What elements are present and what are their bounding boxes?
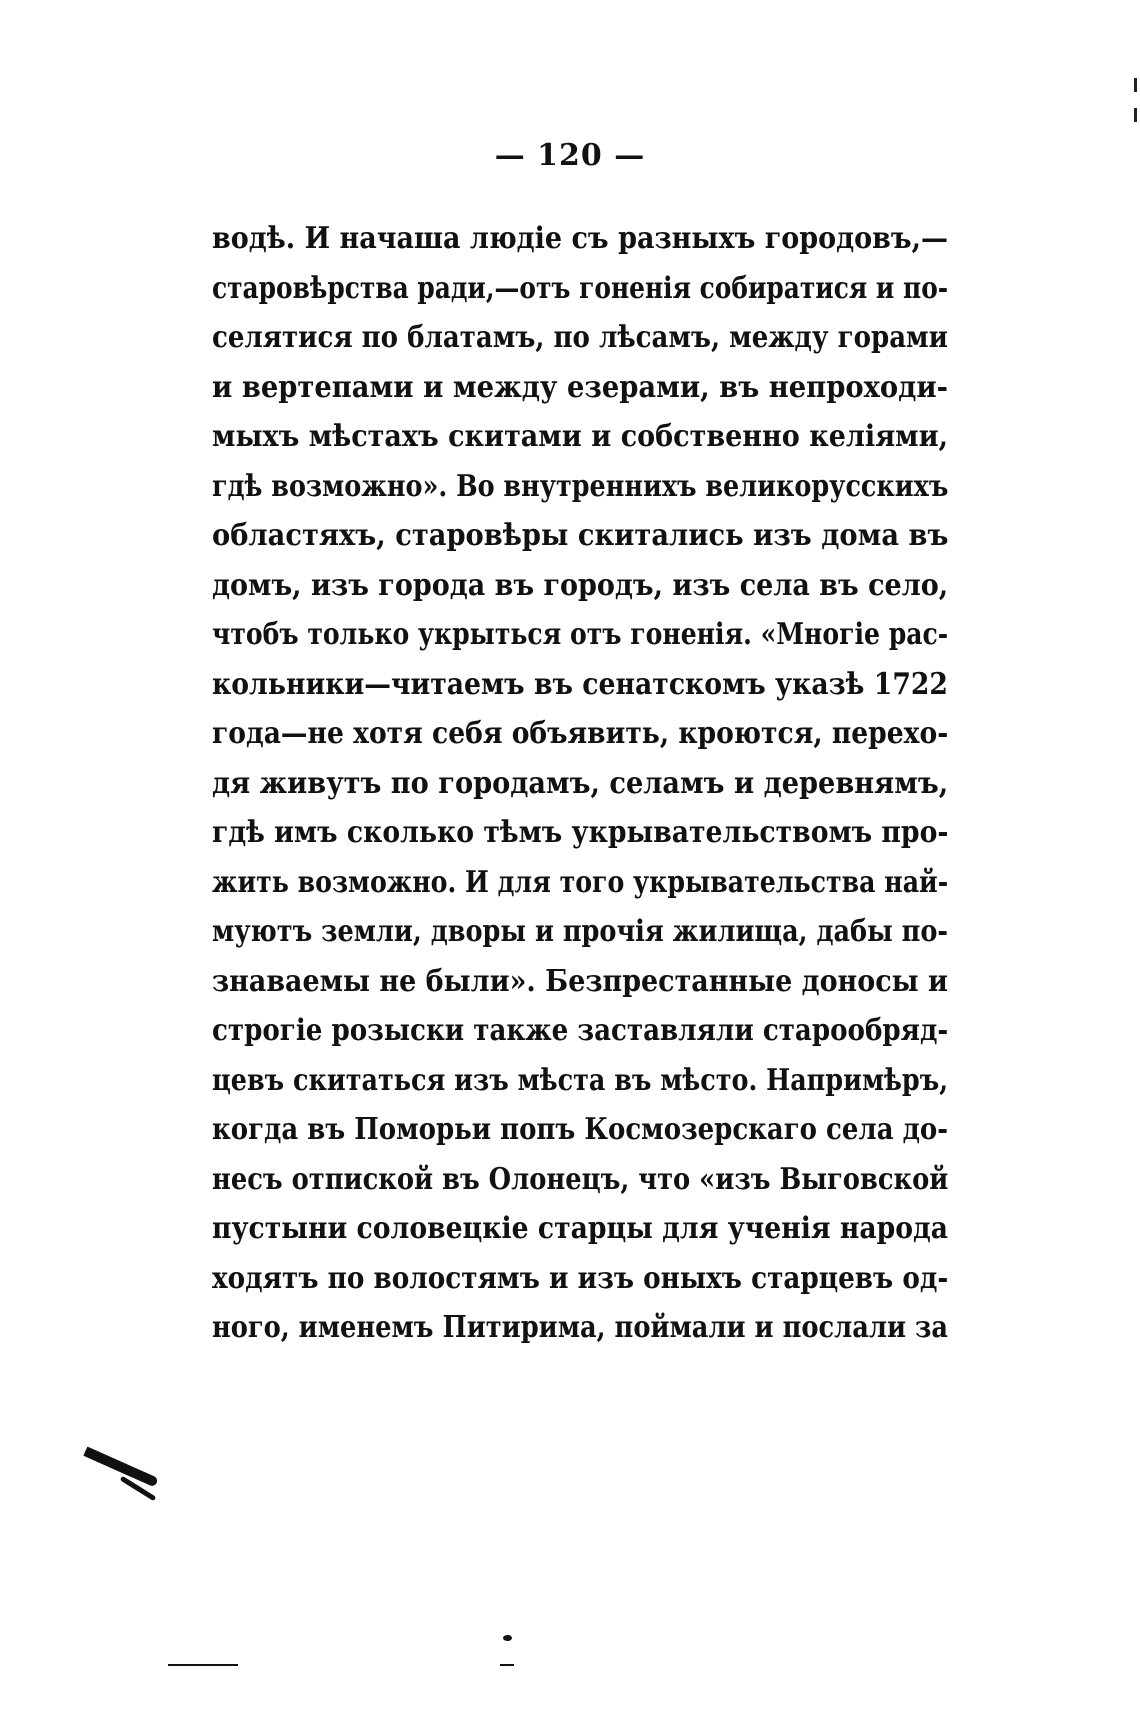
- text-line: чтобъ только укрыться отъ гоненія. «Многіе рас-: [212, 617, 949, 652]
- text-line: знаваемы не были». Безпрестанные доносы и: [212, 963, 948, 999]
- ink-dot: [503, 1635, 512, 1641]
- text-line: дя живутъ по городамъ, селамъ и деревнямъ,: [212, 765, 949, 801]
- text-line: несъ отпиской въ Олонецъ, что «изъ Выговской: [212, 1161, 949, 1197]
- text-line: ходятъ по волостямъ и изъ оныхъ старцевъ од-: [212, 1260, 949, 1296]
- text-line: года—не хотя себя объявить, кроются, перехо-: [212, 716, 949, 751]
- text-line: когда въ Поморьи попъ Космозерскаго села до-: [212, 1112, 948, 1147]
- text-line: домъ, изъ города въ городъ, изъ села въ село,: [212, 567, 949, 603]
- body-text: [212, 214, 948, 1353]
- text-line: селятися по блатамъ, по лѣсамъ, между горами: [212, 320, 948, 355]
- text-line: старовѣрства ради,—отъ гоненія собиратися и по-: [212, 270, 949, 306]
- edge-mark: [1134, 108, 1137, 122]
- text-line: ного, именемъ Питирима, поймали и послали за: [212, 1310, 948, 1345]
- ink-mark: [500, 1664, 514, 1666]
- text-line: пустыни соловецкіе старцы для ученія народа: [212, 1211, 948, 1246]
- page-number: — 120 —: [494, 138, 646, 173]
- text-line: муютъ земли, дворы и прочія жилища, дабы по-: [212, 914, 948, 949]
- text-line: областяхъ, старовѣры скитались изъ дома въ: [212, 518, 949, 553]
- text-line: и вертепами и между езерами, въ непроходи-: [212, 369, 949, 405]
- text-line: гдѣ возможно». Во внутреннихъ великорусскихъ: [212, 468, 949, 504]
- text-line: водѣ. И начаша людіе съ разныхъ городовъ,—: [212, 221, 948, 256]
- edge-mark: [1134, 78, 1137, 92]
- ink-mark: [168, 1664, 238, 1666]
- text-line: кольники—читаемъ въ сенатскомъ указѣ 1722: [212, 666, 948, 702]
- text-line: мыхъ мѣстахъ скитами и собственно келіями,: [212, 419, 948, 454]
- text-line: гдѣ имъ сколько тѣмъ укрывательствомъ про-: [212, 815, 949, 850]
- text-line: строгіе розыски также заставляли старообряд-: [212, 1013, 949, 1048]
- text-line: цевъ скитаться изъ мѣста въ мѣсто. Напримѣръ,: [212, 1062, 949, 1098]
- text-line: жить возможно. И для того укрывательства най-: [212, 864, 949, 900]
